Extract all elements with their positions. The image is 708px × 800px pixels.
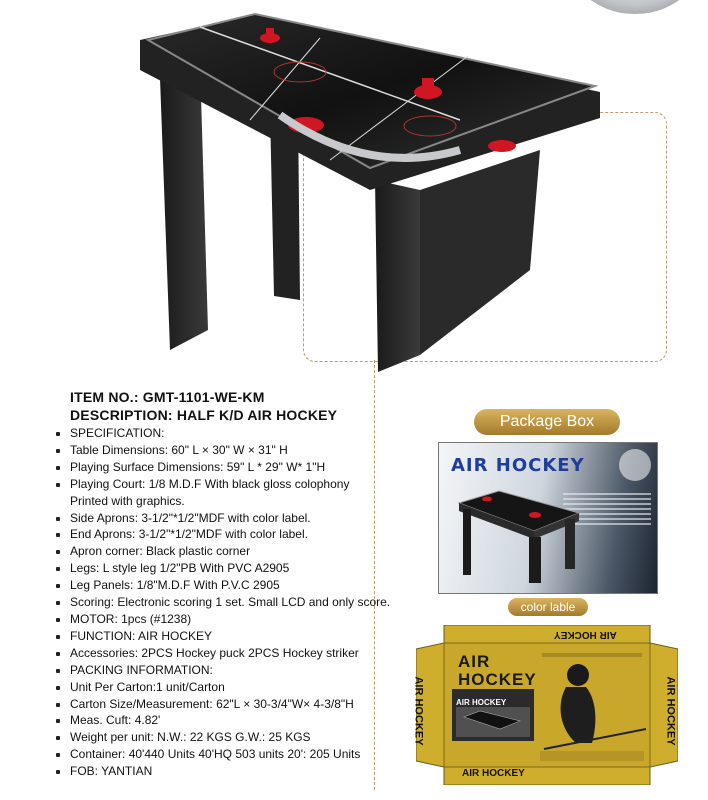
package-table-image <box>439 443 657 593</box>
spec-item: Unit Per Carton:1 unit/Carton <box>52 679 382 696</box>
spec-item: Playing Surface Dimensions: 59" L * 29" W* 1"H <box>52 459 382 476</box>
spec-item: Table Dimensions: 60" L × 30" W × 31" H <box>52 442 382 459</box>
spec-item: FOB: YANTIAN <box>52 763 382 780</box>
air-hockey-table-image <box>130 0 610 375</box>
spec-item: Apron corner: Black plastic corner <box>52 543 382 560</box>
spec-item: Legs: L style leg 1/2"PB With PVC A2905 <box>52 560 382 577</box>
spec-item: FUNCTION: AIR HOCKEY <box>52 628 382 645</box>
spec-item: Leg Panels: 1/8"M.D.F With P.V.C 2905 <box>52 577 382 594</box>
spec-item: Side Aprons: 3-1/2"*1/2"MDF with color label. <box>52 510 382 527</box>
specification-list <box>52 425 391 780</box>
color-label-main-title <box>458 653 537 689</box>
color-label-image <box>412 625 678 785</box>
item-number: ITEM NO.: GMT-1101-WE-KM <box>70 389 265 405</box>
color-label-title-line-1: AIR <box>458 652 491 671</box>
spec-item: Playing Court: 1/8 M.D.F With black gloss colophony <box>52 476 382 493</box>
spec-item: Weight per unit: N.W.: 22 KGS G.W.: 25 KGS <box>52 729 382 746</box>
spec-item-continuation: Printed with graphics. <box>70 493 185 508</box>
color-label-tag: color lable <box>508 598 588 616</box>
color-label-title-line-2: HOCKEY <box>458 670 537 689</box>
package-box-title: AIR HOCKEY <box>451 455 585 476</box>
spec-item: SPECIFICATION: <box>52 425 382 442</box>
color-label-top-flap-title: AIR HOCKEY <box>554 629 617 640</box>
spec-item: Container: 40'440 Units 40'HQ 503 units 20': 205 Units <box>52 746 382 763</box>
package-box-label: Package Box <box>474 409 620 435</box>
color-label-left-flap-title: AIR HOCKEY <box>412 676 425 746</box>
spec-item: Scoring: Electronic scoring 1 set. Small LCD and only score. <box>52 594 382 611</box>
color-label-bottom-flap-title: AIR HOCKEY <box>462 768 525 779</box>
color-label-inner-title: AIR HOCKEY <box>456 698 507 707</box>
spec-item: PACKING INFORMATION: <box>52 662 382 679</box>
spec-item: End Aprons: 3-1/2"*1/2"MDF with color label. <box>52 526 382 543</box>
package-box-image <box>438 442 658 594</box>
description-title: DESCRIPTION: HALF K/D AIR HOCKEY <box>70 407 338 423</box>
spec-item: Carton Size/Measurement: 62"L × 30-3/4"W× 4-3/8"H <box>52 696 382 713</box>
color-label-right-flap-title: AIR HOCKEY <box>664 676 677 746</box>
spec-item: MOTOR: 1pcs (#1238) <box>52 611 382 628</box>
spec-item: Accessories: 2PCS Hockey puck 2PCS Hockey striker <box>52 645 382 662</box>
spec-item: Meas. Cuft: 4.82' <box>52 712 382 729</box>
